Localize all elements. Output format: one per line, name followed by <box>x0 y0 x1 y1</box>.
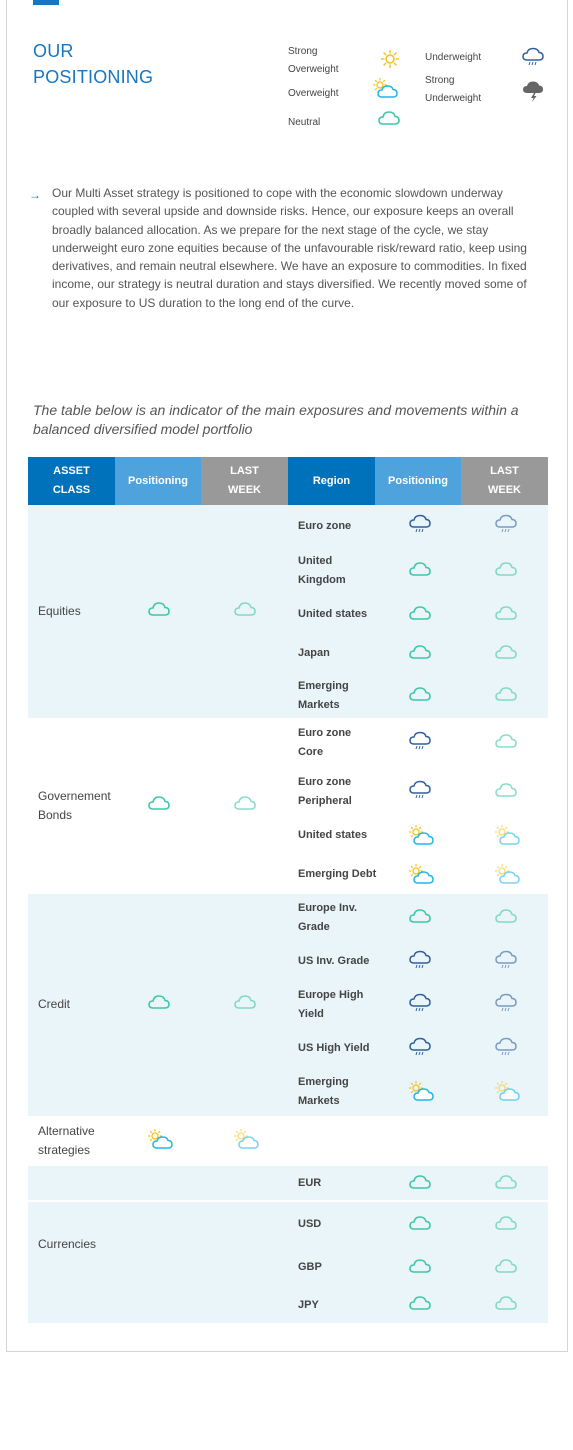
region-name-line: Markets <box>298 1095 340 1107</box>
neutral-icon <box>408 1172 434 1199</box>
legend-text: Strong <box>288 46 318 57</box>
region-name <box>298 644 330 663</box>
region-name-line: Emerging Debt <box>298 868 377 880</box>
region-name-line: Yield <box>298 1008 324 1020</box>
asset-class-name <box>38 1122 95 1161</box>
asset-class-name <box>38 995 70 1015</box>
asset-class-name-line: Credit <box>38 997 71 1012</box>
region-name-line: Kingdom <box>298 574 346 586</box>
asset-class-name-line: Equities <box>38 603 81 618</box>
region-name-line: Markets <box>298 698 340 711</box>
underweight-icon <box>494 514 520 541</box>
overweight-icon <box>494 1080 520 1107</box>
top-accent-bar <box>33 0 59 5</box>
region-name <box>298 1039 370 1058</box>
neutral-icon <box>494 1213 520 1240</box>
region-name <box>298 986 363 1024</box>
arrow-right-icon: → <box>29 188 41 202</box>
region-name-line: Japan <box>298 647 330 659</box>
header-region: Region <box>288 457 375 505</box>
neutral-icon <box>494 1172 520 1199</box>
region-name-line: Europe High <box>298 989 364 1001</box>
region-name <box>298 605 367 624</box>
region-name-line: US High Yield <box>298 1042 370 1054</box>
asset-class-name-line: Governement <box>38 788 111 803</box>
neutral-icon <box>494 1256 520 1283</box>
legend-text: Strong <box>425 75 455 86</box>
region-name <box>298 952 369 971</box>
region-name <box>298 865 376 884</box>
underweight-icon <box>494 993 520 1020</box>
underweight-icon <box>408 950 434 977</box>
region-name <box>298 517 351 536</box>
neutral-icon <box>147 992 173 1019</box>
cloud-icon <box>377 108 403 135</box>
page-title-line: POSITIONING <box>33 67 154 87</box>
underweight-icon <box>408 1037 434 1064</box>
legend-overweight-label: Overweight <box>288 88 339 99</box>
legend-underweight-label: Underweight <box>425 52 482 63</box>
underweight-icon <box>494 950 520 977</box>
region-name-line: United <box>298 555 333 567</box>
asset-class-name-line: Currencies <box>38 1236 97 1251</box>
table-intro: The table below is an indicator of the main exposures and movements within a balanced diversified model portfolio <box>33 402 519 437</box>
asset-class-group <box>28 505 548 718</box>
neutral-icon <box>408 1256 434 1283</box>
underweight-icon <box>408 731 434 758</box>
region-name <box>298 1174 321 1193</box>
neutral-icon <box>494 603 520 630</box>
region-name-line: Peripheral <box>298 794 352 807</box>
table-header <box>28 457 548 505</box>
region-name <box>298 552 346 590</box>
asset-class-name-line: Alternative <box>38 1123 95 1138</box>
underweight-icon <box>408 780 434 807</box>
sun-cloud-icon <box>372 77 398 104</box>
page-title <box>33 38 153 90</box>
region-name <box>298 826 367 845</box>
neutral-icon <box>233 793 259 820</box>
asset-class-group <box>28 1166 548 1323</box>
neutral-icon <box>408 1293 434 1320</box>
region-name-line: Euro zone <box>298 519 352 532</box>
sun-icon <box>377 48 403 75</box>
header-text: LAST <box>490 465 519 477</box>
underweight-icon <box>494 1037 520 1064</box>
neutral-icon <box>408 559 434 586</box>
region-name-line: United states <box>298 829 368 841</box>
region-name <box>298 1296 319 1315</box>
overweight-icon <box>408 824 434 851</box>
neutral-icon <box>494 1293 520 1320</box>
underweight-icon <box>408 993 434 1020</box>
asset-class-group <box>28 1116 548 1166</box>
region-name-line: USD <box>298 1218 322 1230</box>
neutral-icon <box>494 684 520 711</box>
region-name <box>298 1258 322 1277</box>
overweight-icon <box>408 1080 434 1107</box>
neutral-icon <box>494 642 520 669</box>
region-name-line: GBP <box>298 1261 322 1273</box>
header-region-positioning: Positioning <box>375 457 461 505</box>
neutral-icon <box>233 992 259 1019</box>
asset-class-name <box>38 602 81 622</box>
overweight-icon <box>494 863 520 890</box>
neutral-icon <box>494 559 520 586</box>
overweight-icon <box>408 863 434 890</box>
legend-strong-underweight-label <box>425 72 481 108</box>
asset-class-name-line: strategies <box>38 1143 91 1157</box>
overweight-icon <box>494 824 520 851</box>
header-last-week <box>201 457 288 505</box>
neutral-icon <box>494 906 520 933</box>
region-name-line: Core <box>298 745 324 758</box>
strategy-summary: Our Multi Asset strategy is positioned to cope with the economic slowdown underway coupled with several upside and downside risks. Hence, our exposure keeps an overall broadly balanced allocation. As we prepare for the next stage of the cycle, we stay underweight euro zone equities because of the unfavourable risk/reward ratio, keep using derivatives, and remain neutral elsewhere. We have an exposure to commodities. In fixed income, our strategy is neutral duration and stays diversified. We recently moved some of our exposure to US duration to the long end of the curve. <box>52 186 527 310</box>
region-name-line: Emerging <box>298 679 349 692</box>
region-name-line: Grade <box>298 921 330 933</box>
legend-text: Underweight <box>425 93 482 104</box>
neutral-icon <box>408 642 434 669</box>
header-text: LAST <box>230 465 259 477</box>
asset-class-name <box>38 787 111 826</box>
region-name <box>298 899 357 937</box>
underweight-icon <box>408 514 434 541</box>
header-asset-class <box>28 457 115 505</box>
region-name-line: Euro zone <box>298 726 352 739</box>
neutral-icon <box>494 780 520 807</box>
region-name <box>298 677 349 715</box>
row-divider <box>28 1200 548 1202</box>
rain-cloud-icon <box>521 47 547 74</box>
region-name-line: US Inv. Grade <box>298 955 370 967</box>
neutral-icon <box>147 793 173 820</box>
legend-neutral-label: Neutral <box>288 117 321 128</box>
header-positioning: Positioning <box>115 457 201 505</box>
region-name <box>298 773 352 811</box>
neutral-icon <box>408 906 434 933</box>
storm-cloud-icon <box>521 80 547 107</box>
header-region-last-week <box>461 457 548 505</box>
neutral-icon <box>147 599 173 626</box>
region-name <box>298 724 351 762</box>
asset-class-group <box>28 894 548 1116</box>
asset-class-name <box>38 1235 96 1255</box>
neutral-icon <box>408 684 434 711</box>
neutral-icon <box>408 1213 434 1240</box>
page-title-line: OUR <box>33 41 74 61</box>
region-name <box>298 1073 349 1111</box>
overweight-icon <box>147 1128 173 1155</box>
asset-class-name-line: Bonds <box>38 808 73 822</box>
header-text: WEEK <box>228 484 261 496</box>
neutral-icon <box>494 731 520 758</box>
region-name <box>298 1215 321 1234</box>
neutral-icon <box>233 599 259 626</box>
region-name-line: Europe Inv. <box>298 902 358 914</box>
legend-strong-overweight-label <box>288 43 339 79</box>
region-name-line: United states <box>298 608 368 620</box>
legend-text: Overweight <box>288 64 339 75</box>
region-name-line: JPY <box>298 1298 319 1311</box>
header-text: CLASS <box>52 484 91 496</box>
region-name-line: Euro zone <box>298 775 352 788</box>
region-name-line: EUR <box>298 1177 322 1189</box>
header-text: ASSET <box>53 465 90 477</box>
region-name-line: Emerging <box>298 1076 349 1088</box>
neutral-icon <box>408 603 434 630</box>
overweight-icon <box>233 1128 259 1155</box>
header-text: WEEK <box>488 484 521 496</box>
